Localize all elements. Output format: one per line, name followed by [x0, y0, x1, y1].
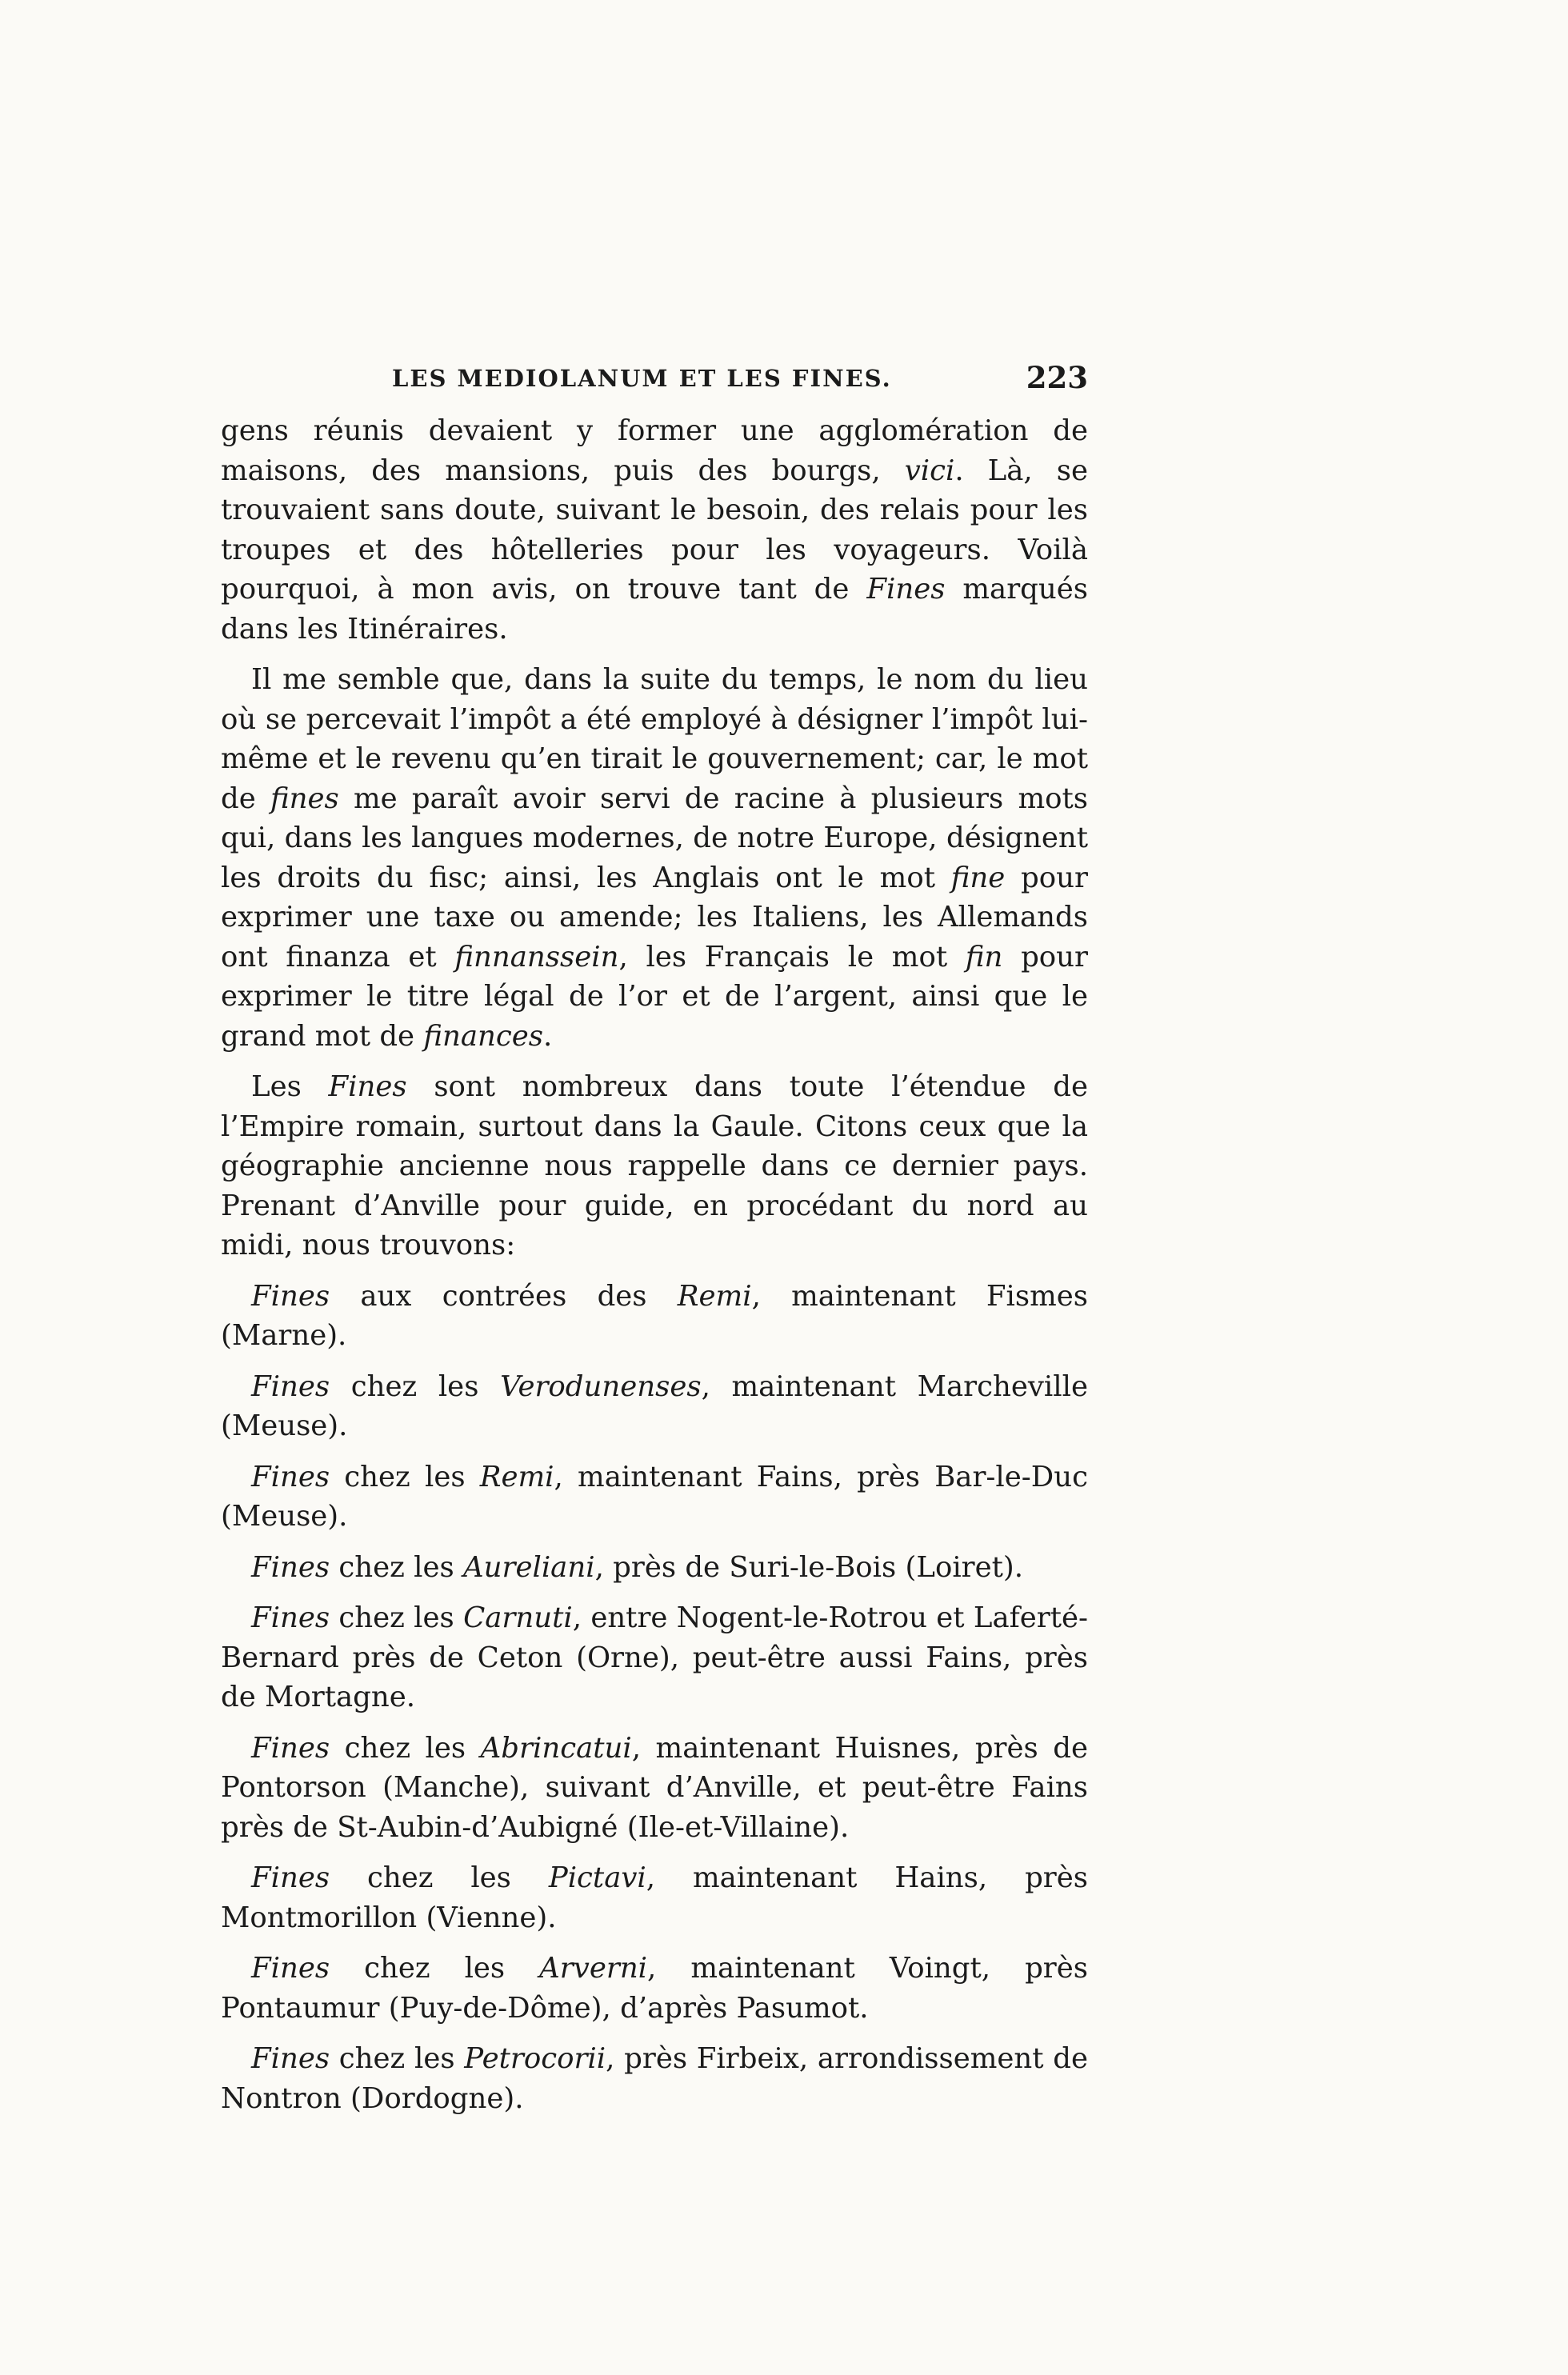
entry-text-a: chez les: [330, 2042, 465, 2075]
entry-people: Arverni: [539, 1952, 648, 1985]
entry-text-a: chez les: [330, 1731, 481, 1765]
entry-8: [221, 1949, 1088, 2028]
paragraph-1-text: gens réunis devaient y former une agglomération de maisons, des mansions, puis des bourgs,: [221, 414, 1088, 487]
entry-text-b: , maintenant Hains, près Montmorillon (Vienne).: [221, 1861, 1088, 1934]
entry-people: Verodunenses: [500, 1369, 702, 1403]
paragraph-2: [221, 660, 1088, 1056]
entry-people: Carnuti: [463, 1601, 573, 1634]
entry-text-a: chez les: [330, 1369, 501, 1403]
entry-fines: Fines: [251, 1369, 330, 1403]
entry-fines: Fines: [251, 1601, 330, 1634]
entry-text-a: chez les: [330, 1861, 549, 1894]
paragraph-2-text-6: .: [543, 1019, 553, 1053]
entry-5: [221, 1598, 1088, 1717]
paragraph-3-italic-1: Fines: [328, 1070, 407, 1103]
entry-fines: Fines: [251, 1279, 330, 1313]
entry-text-b: , maintenant Fains, près Bar-le-Duc (Meuse).: [221, 1460, 1088, 1533]
entry-1: [221, 1277, 1088, 1356]
entry-people: Remi: [479, 1460, 554, 1493]
paragraph-1-text-2: . Là, se trouvaient sans doute, suivant le besoin, des relais pour les troupes et des hôtelleries pour les voyageurs. Voilà pourquoi, à mon avis, on trouve tant de: [221, 454, 1088, 606]
entry-text-a: chez les: [330, 1601, 464, 1634]
paragraph-2-italic-3: finnanssein: [454, 940, 619, 974]
paragraph-2-italic-4: fin: [965, 940, 1003, 974]
paragraph-2-text-1: Il me semble que, dans la suite du temps, le nom du lieu où se percevait l’impôt a été employé à désigner l’impôt lui-même et le revenu qu’en tirait le gouvernement; car, le mot de: [221, 663, 1088, 815]
entry-fines: Fines: [251, 1952, 330, 1985]
entry-fines: Fines: [251, 1460, 330, 1493]
paragraph-2-italic-5: finances: [423, 1019, 544, 1053]
book-page: [221, 358, 1088, 2129]
entry-6: [221, 1729, 1088, 1848]
entry-text-b: , maintenant Huisnes, près de Pontorson (Manche), suivant d’Anville, et peut-être Fains près de St-Aubin-d’Aubigné (Ile-et-Villaine).: [221, 1731, 1088, 1844]
entry-fines: Fines: [251, 1550, 330, 1584]
entry-fines: Fines: [251, 2042, 330, 2075]
entry-text-b: , près Firbeix, arrondissement de Nontron (Dordogne).: [221, 2042, 1088, 2115]
paragraph-1-text-3: marqués dans les Itinéraires.: [221, 573, 1089, 646]
entry-text-b: , maintenant Marcheville (Meuse).: [221, 1369, 1088, 1442]
paragraph-2-italic-2: fine: [950, 861, 1006, 894]
paragraph-3-text-2: sont nombreux dans toute l’étendue de l’Empire romain, surtout dans la Gaule. Citons ceux que la géographie ancienne nous rappelle dans ce dernier pays. Prenant d’Anville pour guide, en procédant du nord au midi, nous trouvons:: [221, 1070, 1088, 1261]
paragraph-2-text-5: pour exprimer le titre légal de l’or et de l’argent, ainsi que le grand mot de: [221, 940, 1089, 1053]
entry-text-b: , près de Suri-le-Bois (Loiret).: [594, 1550, 1024, 1584]
entry-text-b: , maintenant Fismes (Marne).: [221, 1279, 1088, 1352]
paragraph-2-text-4: , les Français le mot: [618, 940, 966, 974]
entry-fines: Fines: [251, 1731, 330, 1765]
entry-3: [221, 1457, 1088, 1537]
paragraph-2-italic-1: fines: [270, 782, 339, 815]
page-number: 223: [1026, 360, 1088, 395]
running-head: [221, 358, 1088, 406]
paragraph-3: [221, 1067, 1088, 1265]
entry-people: Pictavi: [548, 1861, 646, 1894]
entry-people: Abrincatui: [480, 1731, 632, 1765]
entry-text-b: , entre Nogent-le-Rotrou et Laferté-Bernard près de Ceton (Orne), peut-être aussi Fains, près de Mortagne.: [221, 1601, 1088, 1713]
entry-text-a: aux contrées des: [330, 1279, 678, 1313]
entry-2: [221, 1367, 1088, 1446]
entry-people: Remi: [677, 1279, 752, 1313]
paragraph-1-italic-fines: Fines: [866, 573, 946, 606]
entry-4: [221, 1548, 1088, 1588]
entry-fines: Fines: [251, 1861, 330, 1894]
entry-people: Aureliani: [462, 1550, 595, 1584]
paragraph-1: [221, 411, 1088, 649]
entry-text-a: chez les: [330, 1952, 540, 1985]
entry-7: [221, 1858, 1088, 1937]
entry-text-a: chez les: [330, 1550, 463, 1584]
entry-people: Petrocorii: [464, 2042, 606, 2075]
paragraph-2-text-3: pour exprimer une taxe ou amende; les Italiens, les Allemands ont finanza et: [221, 861, 1088, 974]
running-title: LES MEDIOLANUM ET LES FINES.: [392, 365, 892, 392]
entry-text-a: chez les: [330, 1460, 480, 1493]
paragraph-3-text-1: Les: [251, 1070, 329, 1103]
entry-text-b: , maintenant Voingt, près Pontaumur (Puy-de-Dôme), d’après Pasumot.: [221, 1952, 1088, 2025]
paragraph-2-text-2: me paraît avoir servi de racine à plusieurs mots qui, dans les langues modernes, de notre Europe, désignent les droits du fisc; ainsi, les Anglais ont le mot: [221, 782, 1088, 894]
paragraph-1-italic-vici: vici: [904, 454, 955, 487]
entry-9: [221, 2039, 1088, 2118]
